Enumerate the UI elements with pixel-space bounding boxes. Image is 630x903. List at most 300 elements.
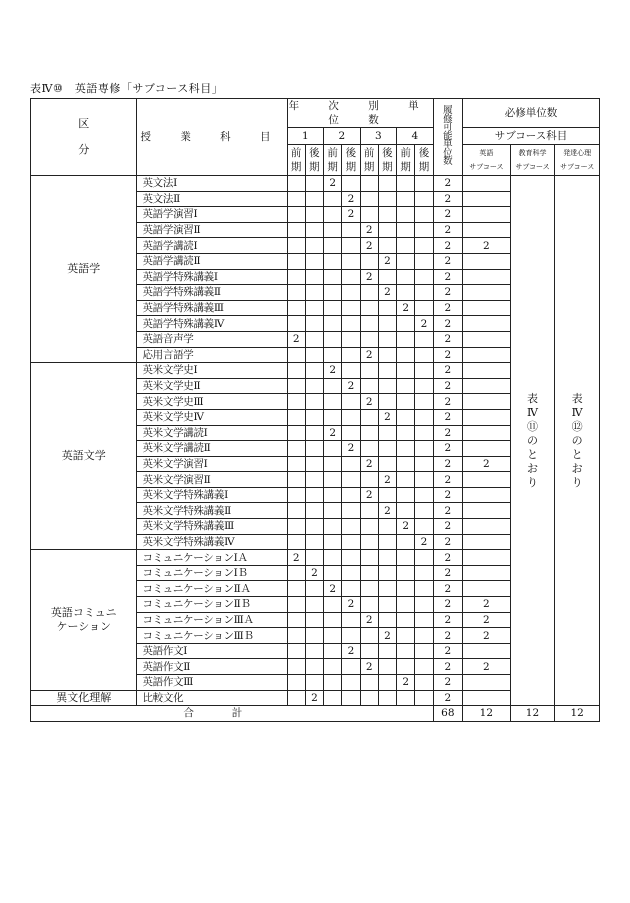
term-units-cell <box>342 581 360 597</box>
subject-name: 英文法Ⅰ <box>137 176 287 192</box>
subject-name: コミュニケーションⅡＢ <box>137 597 287 613</box>
term-units-cell <box>415 441 433 457</box>
term-units-cell: 2 <box>360 347 378 363</box>
category-cell: 英語学 <box>31 176 137 363</box>
term-units-cell <box>324 378 342 394</box>
term-units-cell <box>378 394 396 410</box>
second-half-header: 後 期 <box>342 145 360 176</box>
term-units-cell <box>305 597 323 613</box>
term-units-cell <box>287 394 305 410</box>
term-units-cell <box>305 176 323 192</box>
term-units-cell <box>415 612 433 628</box>
enrollable-units-cell: 2 <box>433 316 462 332</box>
term-units-cell <box>287 472 305 488</box>
education-subcourse-header: 教育科学 サブコース <box>510 145 555 176</box>
term-units-cell <box>305 378 323 394</box>
term-units-cell: 2 <box>360 456 378 472</box>
term-units-cell <box>378 550 396 566</box>
subject-name: 英米文学演習Ⅱ <box>137 472 287 488</box>
enrollable-units-cell: 2 <box>433 222 462 238</box>
english-required-cell <box>463 565 511 581</box>
term-units-cell <box>305 409 323 425</box>
subject-name: 英米文学特殊講義Ⅳ <box>137 534 287 550</box>
term-units-cell <box>287 347 305 363</box>
term-units-cell <box>342 316 360 332</box>
enrollable-units-cell: 2 <box>433 285 462 301</box>
term-units-cell <box>324 347 342 363</box>
subject-name: 英米文学史Ⅱ <box>137 378 287 394</box>
total-label: 合計 <box>31 706 434 722</box>
english-required-cell <box>463 378 511 394</box>
subject-header: 授 業 科 目 <box>137 99 287 176</box>
english-required-cell <box>463 394 511 410</box>
enrollable-units-cell: 2 <box>433 612 462 628</box>
term-units-cell <box>378 191 396 207</box>
term-units-cell <box>378 690 396 706</box>
term-units-cell <box>305 550 323 566</box>
term-units-cell: 2 <box>324 425 342 441</box>
term-units-cell <box>287 503 305 519</box>
term-units-cell <box>342 628 360 644</box>
english-required-cell <box>463 207 511 223</box>
subject-name: 英米文学特殊講義Ⅲ <box>137 519 287 535</box>
term-units-cell <box>305 316 323 332</box>
term-units-cell <box>360 316 378 332</box>
term-units-cell <box>324 316 342 332</box>
enrollable-units-cell: 2 <box>433 331 462 347</box>
year-1-header: 1 <box>287 128 324 145</box>
term-units-cell <box>287 176 305 192</box>
term-units-cell <box>397 659 415 675</box>
term-units-cell <box>378 316 396 332</box>
term-units-cell: 2 <box>324 363 342 379</box>
english-required-cell <box>463 191 511 207</box>
term-units-cell: 2 <box>342 378 360 394</box>
term-units-cell <box>397 472 415 488</box>
english-required-cell <box>463 300 511 316</box>
term-units-cell <box>415 207 433 223</box>
subject-name: 英米文学講読Ⅰ <box>137 425 287 441</box>
term-units-cell <box>324 441 342 457</box>
term-units-cell: 2 <box>360 394 378 410</box>
subject-name: 英語学特殊講義Ⅲ <box>137 300 287 316</box>
term-units-cell <box>415 487 433 503</box>
term-units-cell: 2 <box>360 612 378 628</box>
subject-name: 応用言語学 <box>137 347 287 363</box>
term-units-cell <box>378 176 396 192</box>
term-units-cell: 2 <box>305 690 323 706</box>
term-units-cell <box>342 300 360 316</box>
term-units-cell: 2 <box>324 176 342 192</box>
enrollable-units-cell: 2 <box>433 409 462 425</box>
term-units-cell <box>342 487 360 503</box>
subject-name: 英米文学史Ⅳ <box>137 409 287 425</box>
subject-name: 英米文学特殊講義Ⅰ <box>137 487 287 503</box>
term-units-cell <box>378 222 396 238</box>
term-units-cell <box>342 238 360 254</box>
first-half-header: 前 期 <box>287 145 305 176</box>
term-units-cell: 2 <box>342 207 360 223</box>
table-caption: 表Ⅳ⑩ 英語専修「サブコース科目」 <box>30 82 224 95</box>
term-units-cell <box>342 612 360 628</box>
term-units-cell <box>397 425 415 441</box>
term-units-cell <box>305 269 323 285</box>
term-units-cell <box>305 628 323 644</box>
term-units-cell <box>378 597 396 613</box>
term-units-cell <box>324 643 342 659</box>
english-required-cell <box>463 519 511 535</box>
term-units-cell <box>360 565 378 581</box>
term-units-cell <box>360 378 378 394</box>
term-units-cell <box>378 659 396 675</box>
term-units-cell <box>287 285 305 301</box>
subject-name: 英語作文Ⅱ <box>137 659 287 675</box>
term-units-cell <box>324 456 342 472</box>
term-units-cell <box>397 222 415 238</box>
term-units-cell <box>378 269 396 285</box>
term-units-cell <box>287 316 305 332</box>
enrollable-units-cell: 2 <box>433 394 462 410</box>
category-cell: 英語文学 <box>31 363 137 550</box>
term-units-cell <box>287 378 305 394</box>
term-units-cell <box>360 690 378 706</box>
term-units-cell <box>287 565 305 581</box>
category-header: 区 分 <box>31 99 137 176</box>
term-units-cell <box>287 409 305 425</box>
category-cell: 英語コミュニ ケーション <box>31 550 137 690</box>
term-units-cell <box>397 409 415 425</box>
term-units-cell <box>324 690 342 706</box>
term-units-cell <box>287 191 305 207</box>
term-units-cell <box>324 675 342 691</box>
subject-name: 英語学講読Ⅱ <box>137 253 287 269</box>
second-half-header: 後 期 <box>415 145 433 176</box>
term-units-cell <box>415 597 433 613</box>
term-units-cell: 2 <box>324 581 342 597</box>
term-units-cell <box>342 519 360 535</box>
term-units-cell <box>397 394 415 410</box>
term-units-cell <box>287 222 305 238</box>
term-units-cell <box>287 441 305 457</box>
english-required-cell <box>463 253 511 269</box>
term-units-cell: 2 <box>378 409 396 425</box>
english-required-cell <box>463 581 511 597</box>
subject-name: 英語作文Ⅲ <box>137 675 287 691</box>
term-units-cell <box>287 253 305 269</box>
term-units-cell <box>397 378 415 394</box>
term-units-cell <box>360 503 378 519</box>
term-units-cell <box>397 503 415 519</box>
term-units-cell <box>360 300 378 316</box>
term-units-cell <box>324 300 342 316</box>
term-units-cell <box>305 581 323 597</box>
term-units-cell <box>397 612 415 628</box>
term-units-cell <box>415 378 433 394</box>
term-units-cell <box>287 519 305 535</box>
enrollable-units-cell: 2 <box>433 441 462 457</box>
term-units-cell <box>287 238 305 254</box>
term-units-cell <box>415 176 433 192</box>
total-psych: 12 <box>555 706 600 722</box>
header-row-1 <box>31 99 600 128</box>
term-units-cell <box>324 612 342 628</box>
term-units-cell <box>287 597 305 613</box>
enrollable-units-cell: 2 <box>433 550 462 566</box>
enrollable-units-cell: 2 <box>433 487 462 503</box>
term-units-cell <box>342 409 360 425</box>
term-units-cell <box>397 331 415 347</box>
subcourse-subjects-header: サブコース科目 <box>463 128 600 145</box>
term-units-cell <box>397 207 415 223</box>
enrollable-units-header: 履修可能単位数 <box>433 99 462 176</box>
term-units-cell <box>342 222 360 238</box>
term-units-cell <box>305 643 323 659</box>
enrollable-units-cell: 2 <box>433 425 462 441</box>
term-units-cell <box>287 659 305 675</box>
subject-name: 英語学演習Ⅱ <box>137 222 287 238</box>
term-units-cell: 2 <box>397 675 415 691</box>
subject-name: 比較文化 <box>137 690 287 706</box>
term-units-cell <box>397 253 415 269</box>
term-units-cell <box>415 363 433 379</box>
english-required-cell: 2 <box>463 597 511 613</box>
year-2-header: 2 <box>324 128 361 145</box>
first-half-header: 前 期 <box>397 145 415 176</box>
english-required-cell <box>463 331 511 347</box>
subject-name: 英米文学講読Ⅱ <box>137 441 287 457</box>
term-units-cell <box>378 456 396 472</box>
first-half-header: 前 期 <box>360 145 378 176</box>
term-units-cell <box>415 300 433 316</box>
english-required-cell <box>463 176 511 192</box>
enrollable-units-cell: 2 <box>433 191 462 207</box>
term-units-cell <box>287 612 305 628</box>
term-units-cell <box>415 690 433 706</box>
term-units-cell <box>305 347 323 363</box>
term-units-cell <box>397 441 415 457</box>
subject-name: 英語学特殊講義Ⅱ <box>137 285 287 301</box>
term-units-cell <box>342 503 360 519</box>
year-3-header: 3 <box>360 128 397 145</box>
term-units-cell <box>287 456 305 472</box>
term-units-cell <box>360 581 378 597</box>
term-units-cell <box>397 191 415 207</box>
term-units-cell <box>360 628 378 644</box>
term-units-cell <box>415 285 433 301</box>
term-units-cell <box>378 331 396 347</box>
enrollable-units-cell: 2 <box>433 503 462 519</box>
enrollable-units-cell: 2 <box>433 176 462 192</box>
enrollable-units-cell: 2 <box>433 347 462 363</box>
term-units-cell <box>305 659 323 675</box>
term-units-cell <box>378 347 396 363</box>
term-units-cell <box>305 285 323 301</box>
year-units-header: 年 次 別 単 位 数 <box>288 100 432 126</box>
subject-name: コミュニケーションⅢＢ <box>137 628 287 644</box>
subject-name: 英語学講読Ⅰ <box>137 238 287 254</box>
term-units-cell <box>324 409 342 425</box>
term-units-cell <box>324 285 342 301</box>
term-units-cell <box>305 487 323 503</box>
term-units-cell <box>324 597 342 613</box>
term-units-cell <box>305 503 323 519</box>
term-units-cell <box>415 269 433 285</box>
term-units-cell <box>360 597 378 613</box>
term-units-cell <box>342 253 360 269</box>
term-units-cell <box>342 690 360 706</box>
term-units-cell <box>287 300 305 316</box>
term-units-cell: 2 <box>378 503 396 519</box>
english-required-cell <box>463 316 511 332</box>
term-units-cell <box>287 690 305 706</box>
term-units-cell <box>397 269 415 285</box>
enrollable-units-cell: 2 <box>433 690 462 706</box>
term-units-cell <box>415 238 433 254</box>
term-units-cell: 2 <box>342 597 360 613</box>
term-units-cell <box>415 394 433 410</box>
term-units-cell <box>342 456 360 472</box>
psych-subcourse-note: 表 Ⅳ ⑫ の と お り <box>555 176 600 706</box>
category-cell: 異文化理解 <box>31 690 137 706</box>
term-units-cell: 2 <box>397 300 415 316</box>
term-units-cell <box>378 441 396 457</box>
term-units-cell <box>397 487 415 503</box>
term-units-cell <box>305 675 323 691</box>
term-units-cell <box>360 534 378 550</box>
english-required-cell <box>463 675 511 691</box>
term-units-cell <box>324 487 342 503</box>
total-education: 12 <box>510 706 555 722</box>
term-units-cell <box>360 191 378 207</box>
subject-name: コミュニケーションⅠＡ <box>137 550 287 566</box>
english-required-cell <box>463 503 511 519</box>
english-required-cell: 2 <box>463 456 511 472</box>
enrollable-units-cell: 2 <box>433 378 462 394</box>
total-eng: 12 <box>463 706 511 722</box>
term-units-cell <box>415 503 433 519</box>
term-units-cell <box>415 409 433 425</box>
subcourse-table <box>30 98 600 722</box>
term-units-cell <box>378 612 396 628</box>
term-units-cell: 2 <box>342 441 360 457</box>
english-required-cell <box>463 425 511 441</box>
term-units-cell <box>360 550 378 566</box>
term-units-cell <box>415 565 433 581</box>
subject-name: 英文法Ⅱ <box>137 191 287 207</box>
term-units-cell <box>360 643 378 659</box>
term-units-cell <box>378 487 396 503</box>
term-units-cell: 2 <box>287 550 305 566</box>
term-units-cell <box>378 300 396 316</box>
term-units-cell: 2 <box>360 269 378 285</box>
term-units-cell <box>342 472 360 488</box>
term-units-cell <box>378 378 396 394</box>
term-units-cell: 2 <box>342 191 360 207</box>
term-units-cell <box>305 363 323 379</box>
term-units-cell: 2 <box>305 565 323 581</box>
term-units-cell <box>397 628 415 644</box>
term-units-cell <box>360 441 378 457</box>
term-units-cell <box>342 565 360 581</box>
term-units-cell: 2 <box>360 222 378 238</box>
term-units-cell <box>342 331 360 347</box>
term-units-cell <box>397 316 415 332</box>
english-required-cell <box>463 643 511 659</box>
term-units-cell <box>342 675 360 691</box>
term-units-cell <box>324 394 342 410</box>
term-units-cell <box>305 612 323 628</box>
term-units-cell <box>287 534 305 550</box>
enrollable-units-cell: 2 <box>433 659 462 675</box>
term-units-cell <box>324 534 342 550</box>
term-units-cell <box>397 238 415 254</box>
term-units-cell <box>324 550 342 566</box>
term-units-cell <box>415 253 433 269</box>
subject-name: コミュニケーションⅡＡ <box>137 581 287 597</box>
term-units-cell <box>324 472 342 488</box>
term-units-cell <box>415 675 433 691</box>
term-units-cell <box>305 238 323 254</box>
term-units-cell <box>415 191 433 207</box>
term-units-cell <box>305 472 323 488</box>
term-units-cell <box>415 456 433 472</box>
english-required-cell <box>463 487 511 503</box>
term-units-cell <box>305 441 323 457</box>
term-units-cell <box>397 643 415 659</box>
term-units-cell <box>415 222 433 238</box>
term-units-cell <box>287 425 305 441</box>
term-units-cell <box>378 363 396 379</box>
term-units-cell <box>305 331 323 347</box>
term-units-cell: 2 <box>378 628 396 644</box>
enrollable-units-cell: 2 <box>433 565 462 581</box>
term-units-cell: 2 <box>378 285 396 301</box>
term-units-cell <box>378 534 396 550</box>
term-units-cell <box>342 425 360 441</box>
enrollable-units-cell: 2 <box>433 581 462 597</box>
term-units-cell <box>360 331 378 347</box>
term-units-cell <box>287 207 305 223</box>
term-units-cell <box>415 659 433 675</box>
term-units-cell <box>415 472 433 488</box>
english-required-cell <box>463 472 511 488</box>
term-units-cell <box>305 300 323 316</box>
english-required-cell <box>463 269 511 285</box>
english-subcourse-header: 英語 サブコース <box>463 145 511 176</box>
term-units-cell <box>324 253 342 269</box>
term-units-cell <box>360 363 378 379</box>
subject-name: 英語学特殊講義Ⅳ <box>137 316 287 332</box>
term-units-cell <box>324 331 342 347</box>
english-required-cell <box>463 550 511 566</box>
enrollable-units-cell: 2 <box>433 519 462 535</box>
enrollable-units-cell: 2 <box>433 363 462 379</box>
year-4-header: 4 <box>397 128 434 145</box>
term-units-cell <box>287 628 305 644</box>
term-units-cell <box>397 690 415 706</box>
term-units-cell <box>360 285 378 301</box>
term-units-cell <box>324 628 342 644</box>
term-units-cell: 2 <box>378 472 396 488</box>
english-required-cell <box>463 534 511 550</box>
second-half-header: 後 期 <box>378 145 396 176</box>
term-units-cell: 2 <box>360 238 378 254</box>
term-units-cell <box>360 425 378 441</box>
term-units-cell <box>324 519 342 535</box>
enrollable-units-cell: 2 <box>433 628 462 644</box>
enrollable-units-cell: 2 <box>433 207 462 223</box>
term-units-cell <box>378 238 396 254</box>
